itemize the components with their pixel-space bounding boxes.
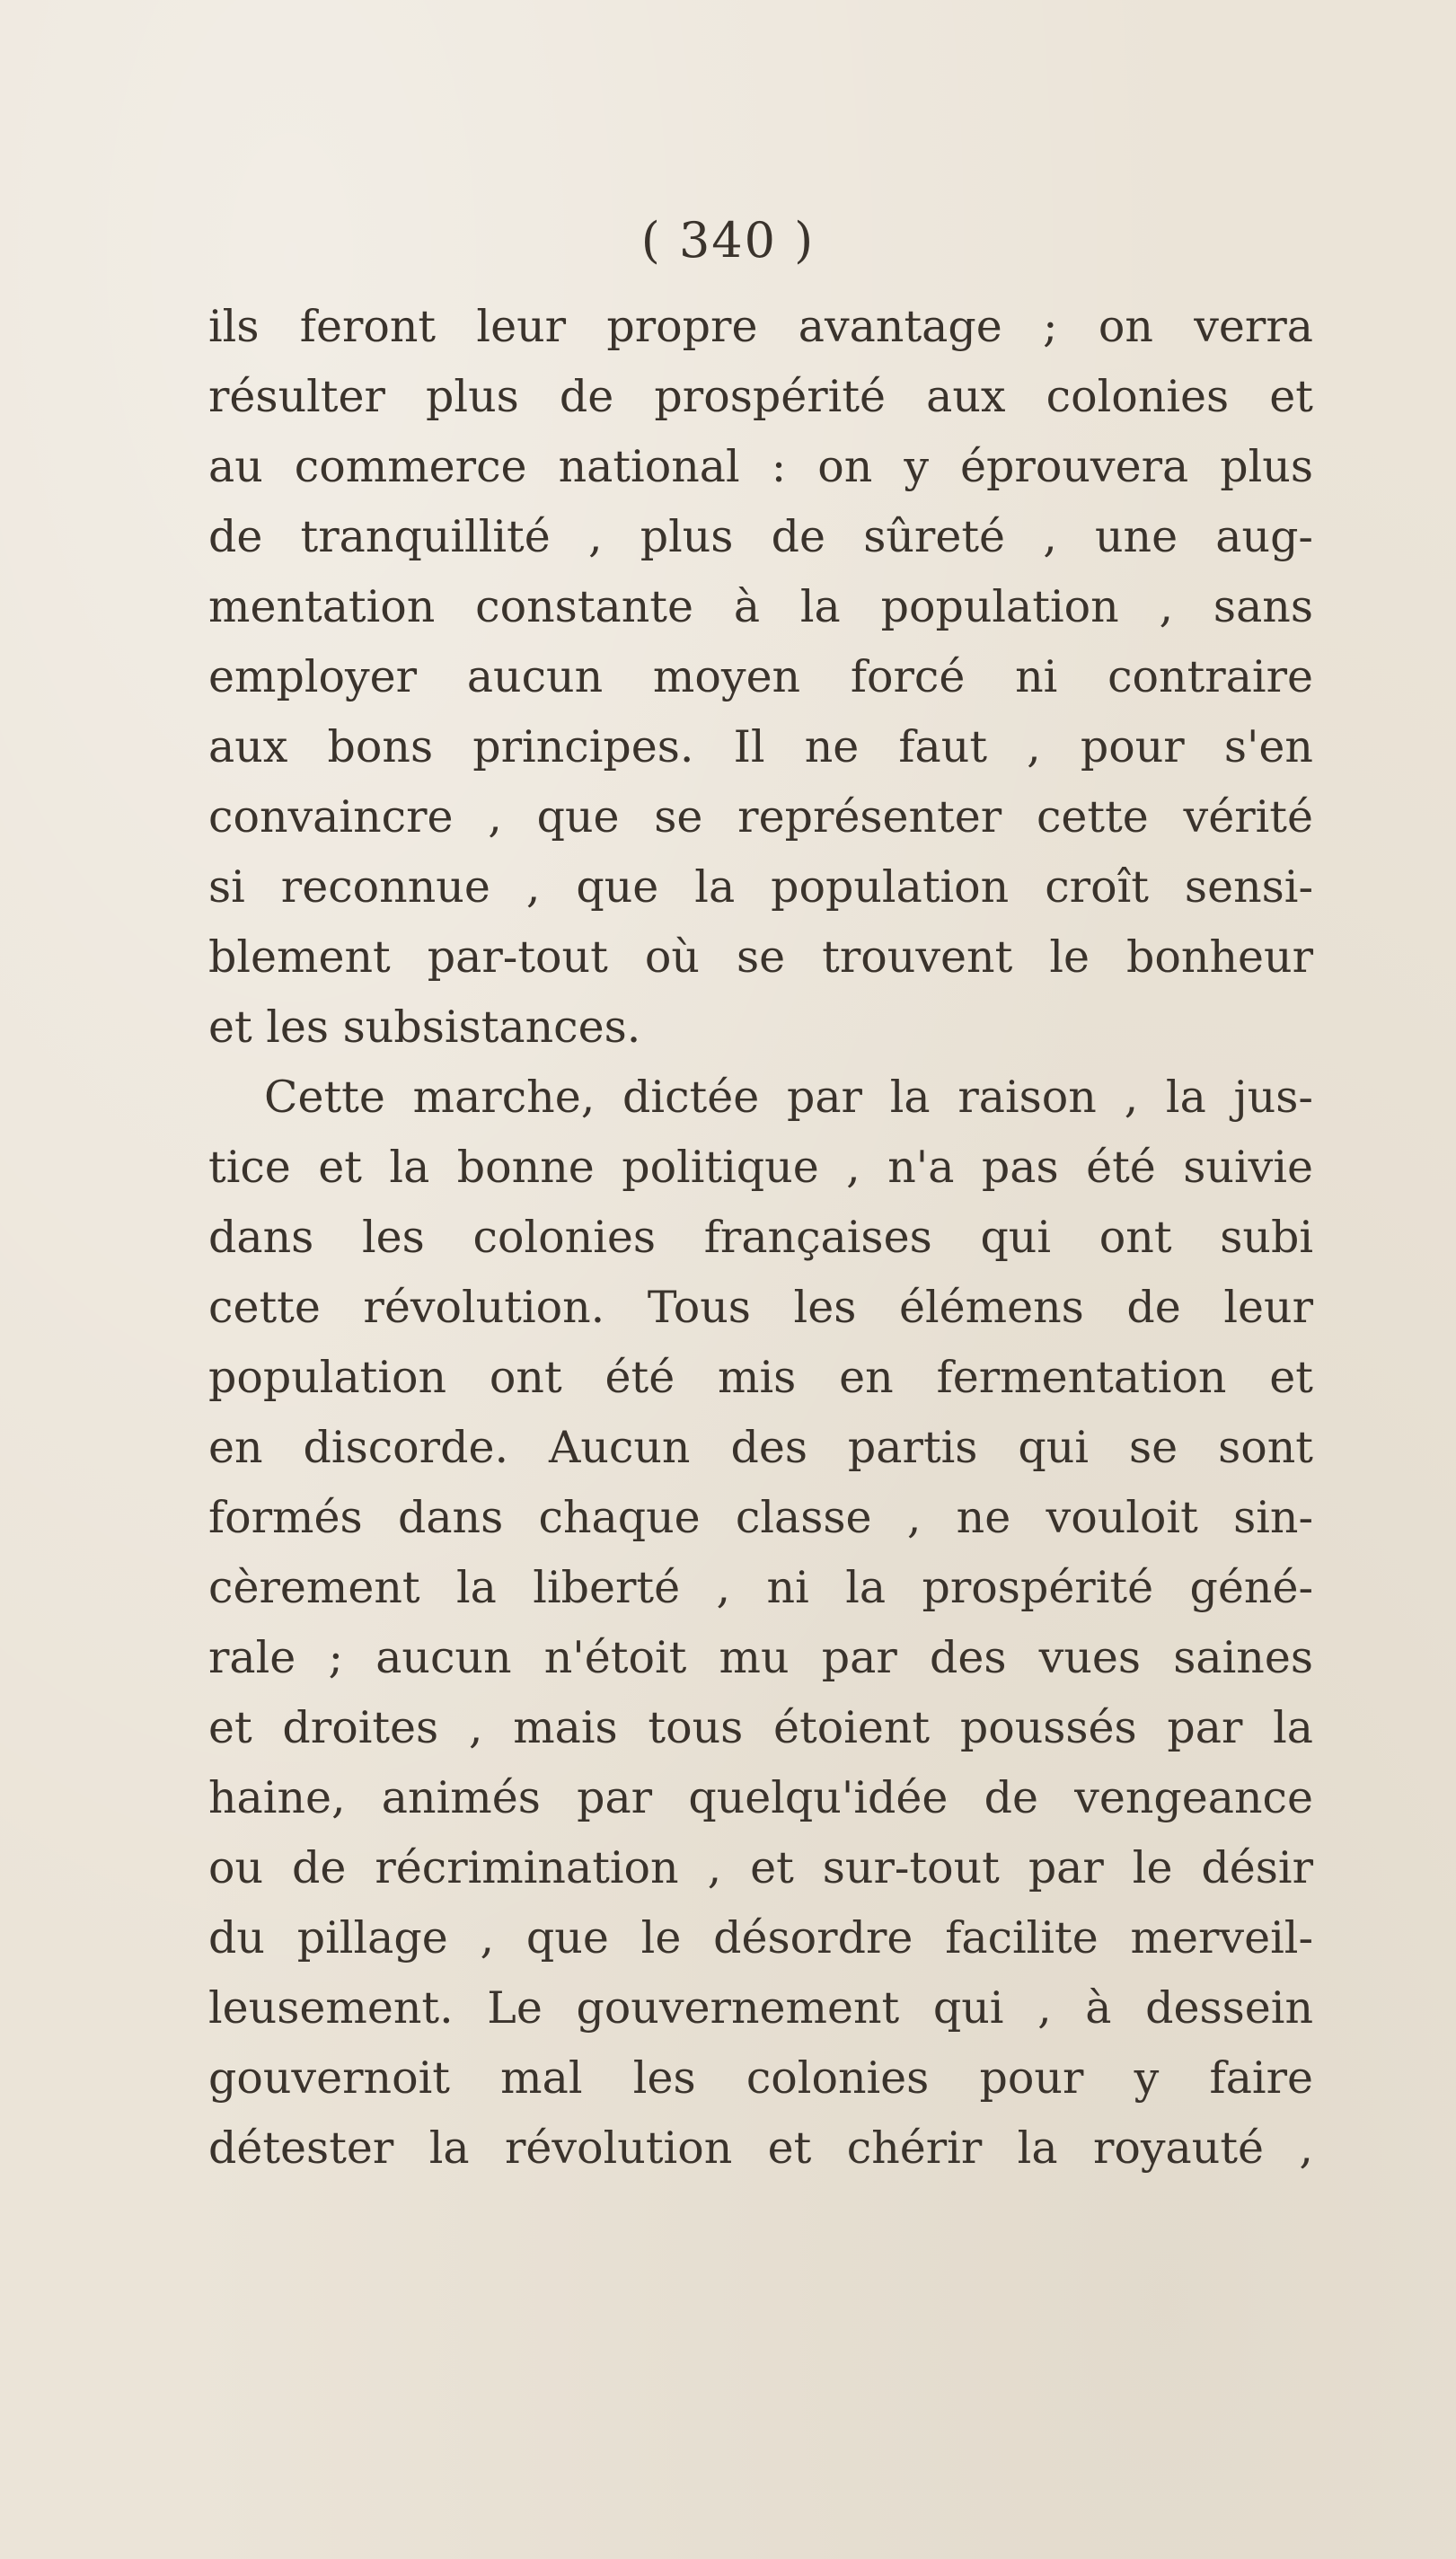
paragraph-start-line: Cette marche, dictée par la raison , la jus- bbox=[264, 1072, 1313, 1123]
text-line: aux bons principes. Il ne faut , pour s'en bbox=[208, 721, 1313, 772]
text-line: cette révolution. Tous les élémens de leur bbox=[208, 1282, 1313, 1333]
text-line: si reconnue , que la population croît sensi- bbox=[208, 861, 1313, 913]
text-line: détester la révolution et chérir la royauté , bbox=[208, 2122, 1313, 2174]
text-line: en discorde. Aucun des partis qui se sont bbox=[208, 1422, 1313, 1473]
text-line: leusement. Le gouvernement qui , à dessein bbox=[208, 1982, 1313, 2034]
text-line: du pillage , que le désordre facilite merveil- bbox=[208, 1912, 1313, 1963]
text-line: tice et la bonne politique , n'a pas été suivie bbox=[208, 1142, 1313, 1193]
paragraph-end-line: et les subsistances. bbox=[208, 1002, 641, 1053]
text-line: population ont été mis en fermentation et bbox=[208, 1352, 1313, 1403]
text-line: rale ; aucun n'étoit mu par des vues saines bbox=[208, 1632, 1313, 1683]
text-line: résulter plus de prospérité aux colonies et bbox=[208, 371, 1313, 422]
text-line: de tranquillité , plus de sûreté , une aug- bbox=[208, 511, 1313, 562]
text-line: ou de récrimination , et sur-tout par le désir bbox=[208, 1842, 1313, 1893]
page-number: ( 340 ) bbox=[640, 212, 816, 269]
text-line: cèrement la liberté , ni la prospérité géné- bbox=[208, 1562, 1313, 1613]
text-line: au commerce national : on y éprouvera plus bbox=[208, 441, 1313, 492]
text-line: gouvernoit mal les colonies pour y faire bbox=[208, 2052, 1313, 2104]
body-text bbox=[208, 292, 1313, 2184]
text-line: haine, animés par quelqu'idée de vengeance bbox=[208, 1772, 1313, 1823]
text-line: et droites , mais tous étoient poussés par la bbox=[208, 1702, 1313, 1753]
text-line: employer aucun moyen forcé ni contraire bbox=[208, 651, 1313, 702]
text-line: blement par-tout où se trouvent le bonheur bbox=[208, 931, 1313, 983]
text-line: mentation constante à la population , sans bbox=[208, 581, 1313, 632]
text-line: ils feront leur propre avantage ; on verra bbox=[208, 301, 1313, 352]
text-line: dans les colonies françaises qui ont subi bbox=[208, 1212, 1313, 1263]
text-line: formés dans chaque classe , ne vouloit sin- bbox=[208, 1492, 1313, 1543]
text-line: convaincre , que se représenter cette vérité bbox=[208, 791, 1313, 843]
